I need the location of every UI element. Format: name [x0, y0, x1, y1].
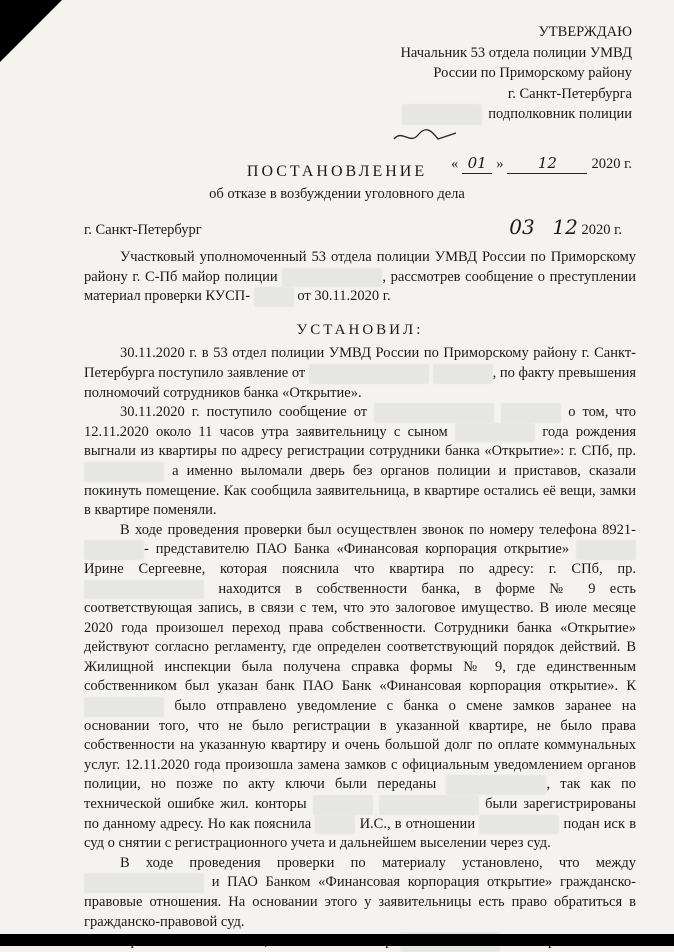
ustanovil-heading: УСТАНОВИЛ:: [296, 321, 424, 338]
approval-line-2: России по Приморскому району: [433, 65, 632, 81]
paragraph-1: Участковый уполномоченный 53 отдела полиции УМВД России по Приморскому району г. С-Пб майор полиции , рассмотрев сообщение о преступлении материал проверки КУСП- от 30.11.2020 г.: [84, 248, 636, 307]
place-date-line: [84, 215, 622, 239]
approval-date-day: 01: [462, 153, 492, 175]
bottom-black-bar: [0, 934, 674, 946]
document-date: [509, 215, 622, 239]
approval-heading: УТВЕРЖДАЮ: [538, 24, 632, 40]
signature-line: [332, 125, 632, 147]
doc-date-month: 12: [552, 215, 578, 239]
doc-date-day: 03: [509, 215, 535, 239]
paragraph-3: 30.11.2020 г. поступило сообщение от о том, что 12.11.2020 около 11 часов утра заявительницу с сыном года рождения выгнали из квартиры по адресу регистрации сотрудники банка «Открытие»: г. СПб, пр. а именно выломали дверь без органов полиции и приставов, сказали покинуть помещение. Как сообщила заявительница, в квартире остались её вещи, замки в квартире поменяли.: [84, 404, 637, 519]
document-subtitle: об отказе в возбуждении уголовного дела: [209, 186, 465, 202]
signature-icon: [392, 125, 462, 147]
doc-date-year: 2020 г.: [581, 222, 622, 238]
paragraph-5: В ходе проведения проверки по материалу установлено, что между и ПАО Банком «Финансовая корпорация открытие» гражданско-правовые отношения. На основании этого у заявительницы есть право обратиться в гражданско-правовой суд.: [84, 854, 636, 930]
paragraph-4: В ходе проведения проверки был осуществлен звонок по номеру телефона 8921-- представителю ПАО Банка «Финансовая корпорация открытие» Ирине Сергеевне, которая пояснила что квартира по адресу: г. СПб, пр. находится в собственности банка, в форме № 9 есть соответствующая запись, в связи с тем, что это залоговое имущество. В июле месяце 2020 года произошел переход права собственности. Сотрудники банка «Открытие» действуют согласно регламенту, где определен соответствующий порядок действий. В Жилищной инспекции была получена справка формы № 9, где единственным собственником был указан банк ПАО Банк «Финансовая корпорация открытие». К было отправлено уведомление с банка о смене замков заранее на основании того, что не было регистрации в указанной квартире, не было права собственности на указанную квартиру и очень большой долг по оплате коммунальных услуг. 12.11.2020 года произошла замена замков с официальным уведомлением органов полиции, но позже по акту ключи были переданы , так как по технической ошибке жил. конторы были зарегистрированы по данному адресу. Но как пояснила И.С., в отношении подан иск в суд о снятии с регистрационного учета и дальнейшем выселении через суд.: [84, 521, 637, 852]
approval-line-3: г. Санкт-Петербурга: [507, 85, 632, 102]
place: г. Санкт-Петербург: [84, 222, 202, 238]
document-body: [84, 248, 636, 952]
paragraph-2: 30.11.2020 г. в 53 отдел полиции УМВД России по Приморскому району г. Санкт-Петербурга поступило заявление от , по факту превышения полномочий сотрудников банка «Открытие».: [84, 345, 637, 401]
black-corner: [0, 0, 62, 62]
approval-date-month: 12: [507, 153, 587, 175]
document-title: ПОСТАНОВЛЕНИЕ: [246, 163, 428, 180]
approval-date-year: 2020 г.: [591, 155, 632, 172]
approval-line-1: Начальник 53 отдела полиции УМВД: [400, 44, 632, 61]
approval-rank: подполковник полиции: [488, 106, 632, 122]
approval-rank-line: [332, 104, 632, 125]
approval-date: « 01 » 12 2020 г.: [332, 153, 632, 175]
redacted-name: [402, 104, 482, 125]
approval-block: [332, 22, 632, 174]
